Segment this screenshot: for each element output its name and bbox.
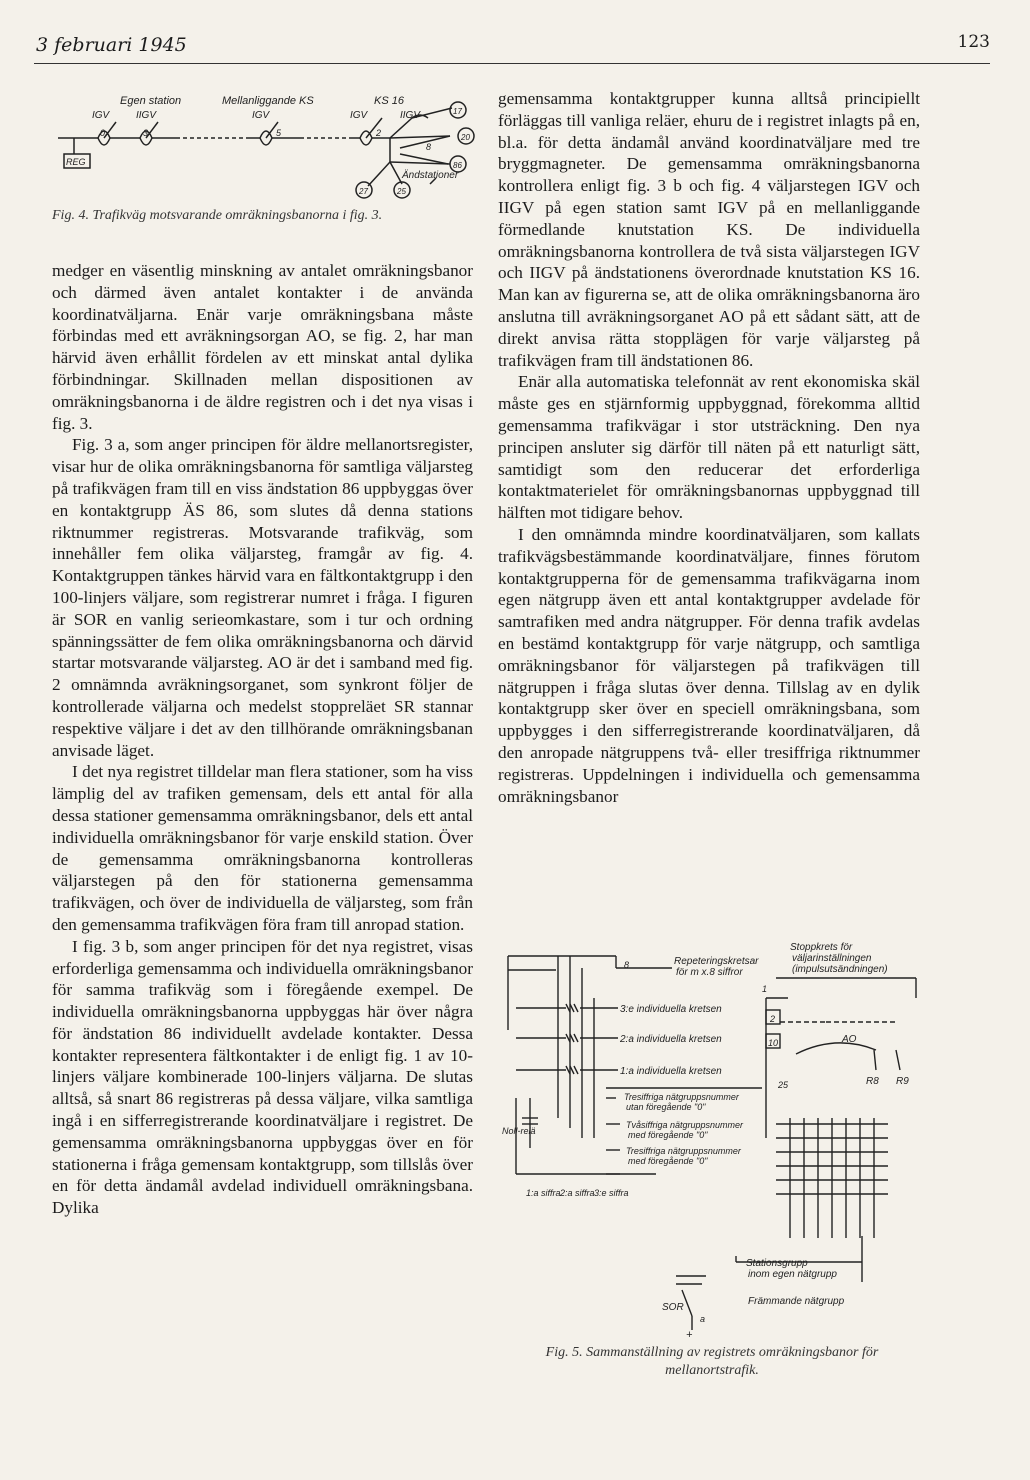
fig5-frammande: Främmande nätgrupp (748, 1296, 845, 1307)
fig5-tresiffriga-utan-1: Tresiffriga nätgruppsnummer (624, 1092, 739, 1102)
fig5-tresiffriga-med-1: Tresiffriga nätgruppsnummer (626, 1146, 741, 1156)
figure-4 (50, 92, 490, 204)
fig4-label-igv-3: IGV (350, 110, 368, 121)
right-paragraph-1: gemensamma kontaktgrupper kunna alltså principiellt förläggas till vanliga reläer, ehuru de i registret inlagts på en, bl.a. för detta ändamål använd koordinatväljare med tre bryggmagneter. De gemensamma omräkningsbanorna kontrollera enligt fig. 3 b och fig. 4 väljarstegen IGV och IIGV på egen station samt IGV på en mellanliggande förmedlande knutstation KS. De individuella omräkningsbanorna kontrollera de två sista väljarstegen IGV och IIGV på ändstationens överordnade knutstation KS 16. Man kan av figurerna se, att de olika omräkningsbanorna äro anslutna till avräkningsorganet AO på ett sådant sätt, att de direkt anvisa rätta stopplägen för varje väljarsteg på trafikvägen fram till ändstationen 86. (498, 89, 920, 370)
left-paragraph-2: Fig. 3 a, som anger principen för äldre mellanortsregister, visar hur de olika omräkningsbanorna för samtliga väljarsteg på trafikvägen fram till en viss ändstation 86 uppbyggas över en kontaktgrupp ÄS 86, som slutes då denna stations riktnummer registreras. Motsvarande trafikväg, som innehåller fem olika väljarsteg, framgår av fig. 4. Kontaktgruppen tänkes härvid vara en fältkontaktgrupp i den 100-linjers väljare, som registrerar numret i fråga. I figuren är SOR en vanlig serieomkastare, som i tur och ordning spänningssätter de fem olika omräkningsbanorna och därvid startar motsvarande väljarsteg. AO är det i samband med fig. 2 omnämnda avräkningsorganet, som synkront följer de kontrollerade väljarna och medelst stoppreläet SR stannar respektive väljare i det av den tillhörande omräkningsbanan anvisade läget. (52, 435, 473, 760)
fig4-label-8: 8 (426, 142, 432, 152)
fig4-label-andstationer: Ändstationer (402, 170, 459, 181)
fig5-stoppkrets-3: (impulsutsändningen) (792, 964, 888, 975)
fig4-label-igv-2: IGV (252, 110, 270, 121)
fig5-r8: R8 (866, 1076, 879, 1087)
fig5-tvasiffriga-2: med föregående "0" (628, 1130, 708, 1140)
right-paragraph-3: I den omnämnda mindre koordinatväljaren, som kallats trafikvägsbestämmande koordinatväljare, finnes förutom kontaktgrupperna för de gemensamma trafikvägarna inom egen nätgrupp även ett antal kontaktgrupper avdelade för samtrafiken med andra nätgrupper. För denna trafik avdelas en bestämd kontaktgrupp för varje nätgrupp, och samtliga omräkningsbanor för väljarstegen på trafikvägen till nätgruppen i fråga slutas över denna. Tillslag av en dylik kontaktgrupp sker över en speciell omräkningsbana, som uppbygges i den sifferregistrerande koordinatväljaren, då den anropade nätgruppens två- eller tresiffriga riktnummer registreras. Uppdelningen i individuella och gemensamma omräkningsbanor (498, 524, 920, 806)
fig5-stoppkrets-1: Stoppkrets för (790, 942, 853, 953)
fig4-label-egen-station: Egen station (120, 95, 182, 107)
fig4-label-2: 2 (376, 128, 382, 138)
fig4-station-86: 86 (453, 161, 462, 170)
header-rule (34, 63, 990, 64)
fig4-label-mellanliggande: Mellanliggande KS (222, 95, 314, 107)
fig5-stationsgrupp-1: Stationsgrupp (746, 1258, 808, 1269)
fig5-sor: SOR (662, 1302, 684, 1313)
left-column (52, 260, 473, 1219)
fig4-label-iigv-1: IIGV (136, 110, 157, 121)
fig5-indiv-3: 3:e individuella kretsen (620, 1004, 722, 1015)
left-paragraph-1: medger en väsentlig minskning av antalet omräkningsbanor och därmed även antalet kontakter i de använda koordinatväljarna. Enär varje omräkningsbana måste förbindas med ett avräkningsorgan AO, se fig. 2, har man härvid även erhållit fördelen av ett minskat antal dylika förbindningar. Skillnaden mellan dispositionen av omräkningsbanorna i de äldre registren och i det nya visas i fig. 3. (52, 261, 473, 433)
fig5-indiv-2: 2:a individuella kretsen (620, 1034, 722, 1045)
fig4-station-25: 25 (397, 187, 406, 196)
fig5-tresiffriga-utan-2: utan föregående "0" (626, 1102, 706, 1112)
right-column (498, 88, 920, 807)
fig5-tresiffriga-med-2: med föregående "0" (628, 1156, 708, 1166)
figure-4-caption: Fig. 4. Trafikväg motsvarande omräkningsbanorna i fig. 3. (52, 208, 383, 223)
fig5-stoppkrets-2: väljarinställningen (792, 953, 872, 964)
fig4-label-reg: REG (66, 157, 86, 167)
fig5-siffra-3: 3:e siffra (594, 1188, 629, 1198)
fig4-label-o: 0 (100, 128, 106, 138)
fig4-label-iigv-2: IIGV (400, 110, 421, 121)
fig5-label-plus: + (686, 1329, 693, 1340)
fig4-label-3: 3 (143, 128, 149, 138)
page-number: 123 (957, 32, 990, 52)
fig4-label-5: 5 (276, 128, 282, 138)
fig4-station-20: 20 (461, 133, 470, 142)
right-paragraph-2: Enär alla automatiska telefonnät av rent ekonomiska skäl måste ges en stjärnformig uppbyggnad, förekomma alltid gemensamma trafikvägar i stor utsträckning. Den nya principen ansluter sig därför till näten på ett naturligt sätt, samtidigt som den reducerar det erforderliga kontaktmaterielet för omräkningsbanornas uppbyggnad till hälften mot tidigare behov. (498, 372, 920, 523)
fig5-label-1: 1 (762, 984, 768, 994)
figure-5 (496, 938, 930, 1340)
fig4-station-27: 27 (359, 187, 368, 196)
fig5-repetering-2: för m x.8 siffror (676, 967, 743, 978)
fig4-label-igv-1: IGV (92, 110, 110, 121)
fig5-siffra-2: 2:a siffra (560, 1188, 595, 1198)
fig5-label-25: 25 (778, 1080, 789, 1090)
running-header-date: 3 februari 1945 (36, 34, 187, 56)
left-paragraph-3: I det nya registret tilldelar man flera stationer, som ha viss lämplig del av trafiken gemensam, dels ett antal för alla dessa stationer gemensamma omräkningsbanor, dels ett antal individuella omräkningsbanor för varje enskild station. Över de gemensamma omräkningsbanorna kontrolleras väljarstegen på den för stationerna gemensamma trafikvägen, och över de individuella de väljarsteg, som från den gemensamma trafikvägen föra fram till anropad station. (52, 762, 473, 934)
fig5-label-8: 8 (624, 960, 630, 970)
fig5-label-10: 10 (768, 1038, 779, 1048)
fig5-tvasiffriga-1: Tvåsiffriga nätgruppsnummer (626, 1120, 744, 1130)
fig5-r9: R9 (896, 1076, 909, 1087)
fig5-siffra-1: 1:a siffra (526, 1188, 561, 1198)
fig5-indiv-1: 1:a individuella kretsen (620, 1066, 722, 1077)
left-paragraph-4: I fig. 3 b, som anger principen för det nya registret, visas erforderliga gemensamma och individuella omräkningsbanor för samma trafikväg som i föregående exempel. De individuella omräkningsbanorna uppbyggas här över några för ändstation 86 individuellt avdelade kontakter. Dessa kontakter representera fältkontakter i de enligt fig. 1 av 10-linjers väljare kombinerade 100-linjers väljarna. De slutas alltså, så snart 86 registreras på dessa väljare, vilka samtliga ingå i en sifferregistrerande koordinatväljare i registret. De gemensamma omräkningsbanorna uppbyggas över en för stationerna i fråga gemensam kontaktgrupp, som tillslås över en för detta ändamål avdelad individuell omräkningsbana. Dylika (52, 936, 473, 1218)
fig5-label-a: a (700, 1314, 706, 1324)
fig5-stationsgrupp-2: inom egen nätgrupp (748, 1269, 837, 1280)
fig4-label-ks16: KS 16 (374, 95, 404, 107)
figure-5-caption: Fig. 5. Sammanställning av registrets omräkningsbanor för mellanortstrafik. (545, 1345, 879, 1378)
fig5-nollrela: Noll-relä (502, 1126, 536, 1136)
fig5-repetering-1: Repeteringskretsar (674, 956, 759, 967)
fig5-ao: AO (842, 1034, 857, 1045)
fig5-label-2: 2 (770, 1014, 776, 1024)
fig4-station-17: 17 (453, 107, 462, 116)
